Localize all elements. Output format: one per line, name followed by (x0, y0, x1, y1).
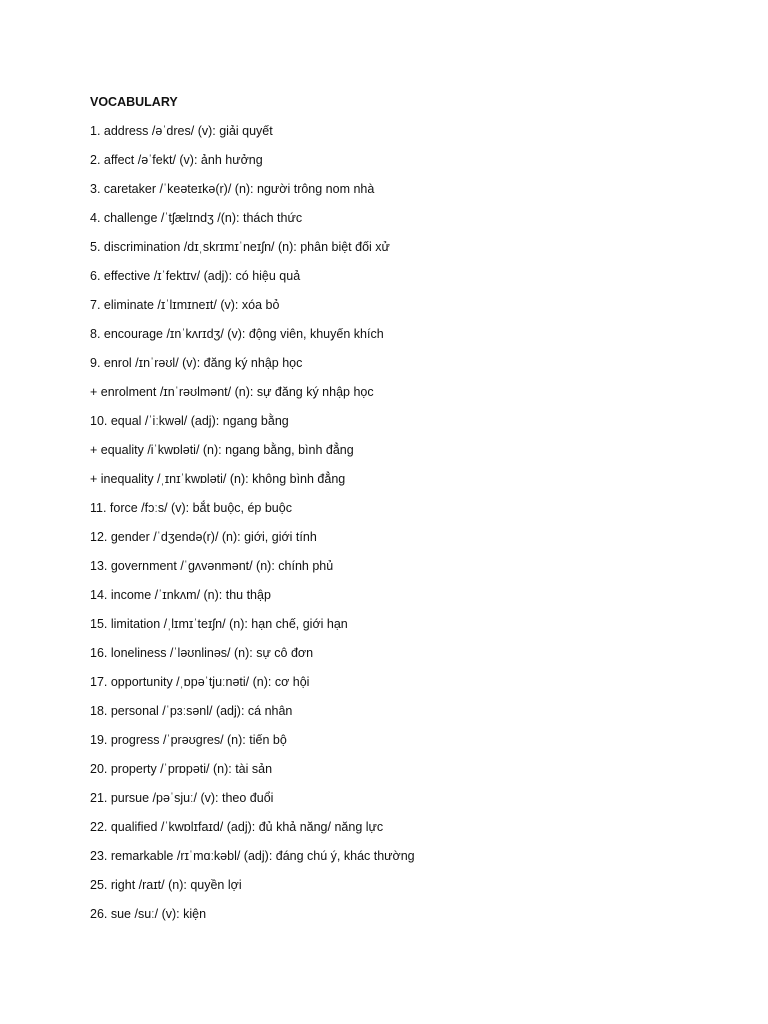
vocabulary-entry: 15. limitation /ˌlɪmɪˈteɪʃn/ (n): hạn chế, giới hạn (90, 617, 348, 631)
vocabulary-entry: 20. property /ˈprɒpəti/ (n): tài sản (90, 762, 273, 776)
vocabulary-list (90, 121, 730, 924)
vocabulary-entry: 1. address /əˈdres/ (v): giải quyết (90, 124, 273, 138)
vocabulary-entry: 26. sue /suː/ (v): kiện (90, 907, 207, 921)
vocabulary-entry: 18. personal /ˈpɜːsənl/ (adj): cá nhân (90, 704, 293, 718)
vocabulary-subentry: + equality /iˈkwɒləti/ (n): ngang bằng, bình đẳng (90, 443, 354, 457)
vocabulary-entry: 7. eliminate /ɪˈlɪmɪneɪt/ (v): xóa bỏ (90, 298, 280, 312)
vocabulary-entry: 3. caretaker /ˈkeəteɪkə(r)/ (n): người trông nom nhà (90, 182, 375, 196)
vocabulary-entry: 25. right /raɪt/ (n): quyền lợi (90, 878, 242, 892)
vocabulary-entry: 22. qualified /ˈkwɒlɪfaɪd/ (adj): đủ khả năng/ năng lực (90, 820, 384, 834)
document-page (90, 92, 730, 933)
vocabulary-entry: 12. gender /ˈdʒendə(r)/ (n): giới, giới tính (90, 530, 317, 544)
vocabulary-entry: 5. discrimination /dɪˌskrɪmɪˈneɪʃn/ (n): phân biệt đối xử (90, 240, 390, 254)
vocabulary-entry: 23. remarkable /rɪˈmɑːkəbl/ (adj): đáng chú ý, khác thường (90, 849, 415, 863)
vocabulary-entry: 13. government /ˈɡʌvənmənt/ (n): chính phủ (90, 559, 334, 573)
vocabulary-entry: 4. challenge /ˈtʃælɪndʒ /(n): thách thức (90, 211, 303, 225)
vocabulary-entry: 17. opportunity /ˌɒpəˈtjuːnəti/ (n): cơ hội (90, 675, 310, 689)
vocabulary-entry: 10. equal /ˈiːkwəl/ (adj): ngang bằng (90, 414, 289, 428)
vocabulary-entry: 9. enrol /ɪnˈrəʊl/ (v): đăng ký nhập học (90, 356, 303, 370)
vocabulary-entry: 2. affect /əˈfekt/ (v): ảnh hưởng (90, 153, 263, 167)
vocabulary-entry: 14. income /ˈɪnkʌm/ (n): thu thập (90, 588, 271, 602)
vocabulary-entry: 8. encourage /ɪnˈkʌrɪdʒ/ (v): động viên, khuyến khích (90, 327, 384, 341)
vocabulary-entry: 6. effective /ɪˈfektɪv/ (adj): có hiệu quả (90, 269, 301, 283)
vocabulary-entry: 11. force /fɔːs/ (v): bắt buộc, ép buộc (90, 501, 292, 515)
vocabulary-subentry: + inequality /ˌɪnɪˈkwɒləti/ (n): không bình đẳng (90, 472, 346, 486)
document-title: VOCABULARY (90, 95, 178, 109)
vocabulary-entry: 16. loneliness /ˈləʊnlinəs/ (n): sự cô đơn (90, 646, 314, 660)
vocabulary-subentry: + enrolment /ɪnˈrəʊlmənt/ (n): sự đăng ký nhập học (90, 385, 374, 399)
vocabulary-entry: 19. progress /ˈprəʊɡres/ (n): tiến bộ (90, 733, 287, 747)
vocabulary-entry: 21. pursue /pəˈsjuː/ (v): theo đuổi (90, 791, 274, 805)
